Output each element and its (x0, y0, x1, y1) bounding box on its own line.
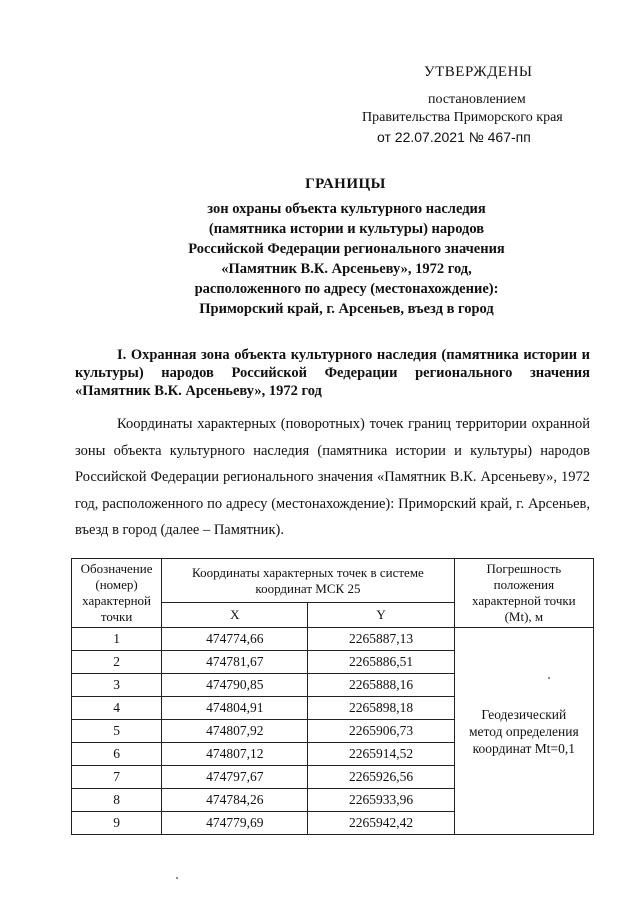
table-header-row (72, 559, 594, 603)
cell-point-number: 6 (72, 743, 162, 766)
cell-y: 2265906,73 (308, 720, 454, 743)
heading-title: ГРАНИЦЫ (305, 176, 386, 192)
table-row (72, 628, 594, 651)
cell-point-number: 8 (72, 789, 162, 812)
heading-line: Российской Федерации регионального значения (188, 241, 505, 257)
cell-x: 474807,92 (162, 720, 308, 743)
cell-y: 2265886,51 (308, 651, 454, 674)
cell-x: 474804,91 (162, 697, 308, 720)
header-coordinates: Координаты характерных точек в системе координат МСК 25 (162, 559, 455, 603)
cell-point-number: 4 (72, 697, 162, 720)
cell-y: 2265888,16 (308, 674, 454, 697)
cell-y: 2265926,56 (308, 766, 454, 789)
cell-point-number: 3 (72, 674, 162, 697)
cell-y: 2265942,42 (308, 812, 454, 835)
cell-y: 2265933,96 (308, 789, 454, 812)
document-heading (0, 176, 637, 319)
cell-accuracy: Геодезический метод определения координат Mt=0,1 (454, 628, 593, 835)
section-title (75, 346, 590, 400)
approval-line-date-number: от 22.07.2021 № 467-пп (377, 129, 531, 145)
cell-y: 2265898,18 (308, 697, 454, 720)
body-paragraph-text: Координаты характерных (поворотных) точек границ территории охранной зоны объекта культурного наследия (памятника истории и культуры) народов Российской Федерации регионального значения «Памятник В.К. Арсеньеву», 1972 год, расположенного по адресу (местонахождение): Приморский край, г. Арсеньев, въезд в город (далее – Памятник). (75, 416, 590, 538)
cell-x: 474774,66 (162, 628, 308, 651)
cell-point-number: 7 (72, 766, 162, 789)
heading-line: (памятника истории и культуры) народов (208, 221, 485, 237)
scan-speck (548, 677, 550, 679)
cell-point-number: 1 (72, 628, 162, 651)
header-designation: Обозначение (номер) характерной точки (72, 559, 162, 628)
cell-x: 474779,69 (162, 812, 308, 835)
heading-line: Приморский край, г. Арсеньев, въезд в город (199, 301, 494, 317)
cell-x: 474781,67 (162, 651, 308, 674)
body-paragraph (75, 411, 590, 544)
header-y: Y (308, 603, 454, 628)
heading-line: «Памятник В.К. Арсеньеву», 1972 год, (221, 261, 472, 277)
cell-point-number: 2 (72, 651, 162, 674)
cell-y: 2265914,52 (308, 743, 454, 766)
cell-x: 474807,12 (162, 743, 308, 766)
approval-title: УТВЕРЖДЕНЫ (424, 64, 533, 80)
scan-speck (176, 877, 178, 879)
approval-line-government: Правительства Приморского края (362, 110, 563, 125)
coordinates-table (71, 558, 594, 835)
cell-x: 474790,85 (162, 674, 308, 697)
cell-x: 474797,67 (162, 766, 308, 789)
header-accuracy: Погрешность положения характерной точки (Mt), м (454, 559, 593, 628)
header-x: X (162, 603, 308, 628)
cell-point-number: 5 (72, 720, 162, 743)
cell-y: 2265887,13 (308, 628, 454, 651)
cell-x: 474784,26 (162, 789, 308, 812)
section-title-text: I. Охранная зона объекта культурного наследия (памятника истории и культуры) народов Российской Федерации регионального значения «Памятник В.К. Арсеньеву», 1972 год (75, 347, 590, 399)
heading-line: расположенного по адресу (местонахождение): (194, 281, 499, 297)
approval-line-resolution: постановлением (428, 92, 526, 107)
heading-line: зон охраны объекта культурного наследия (207, 201, 486, 217)
cell-point-number: 9 (72, 812, 162, 835)
